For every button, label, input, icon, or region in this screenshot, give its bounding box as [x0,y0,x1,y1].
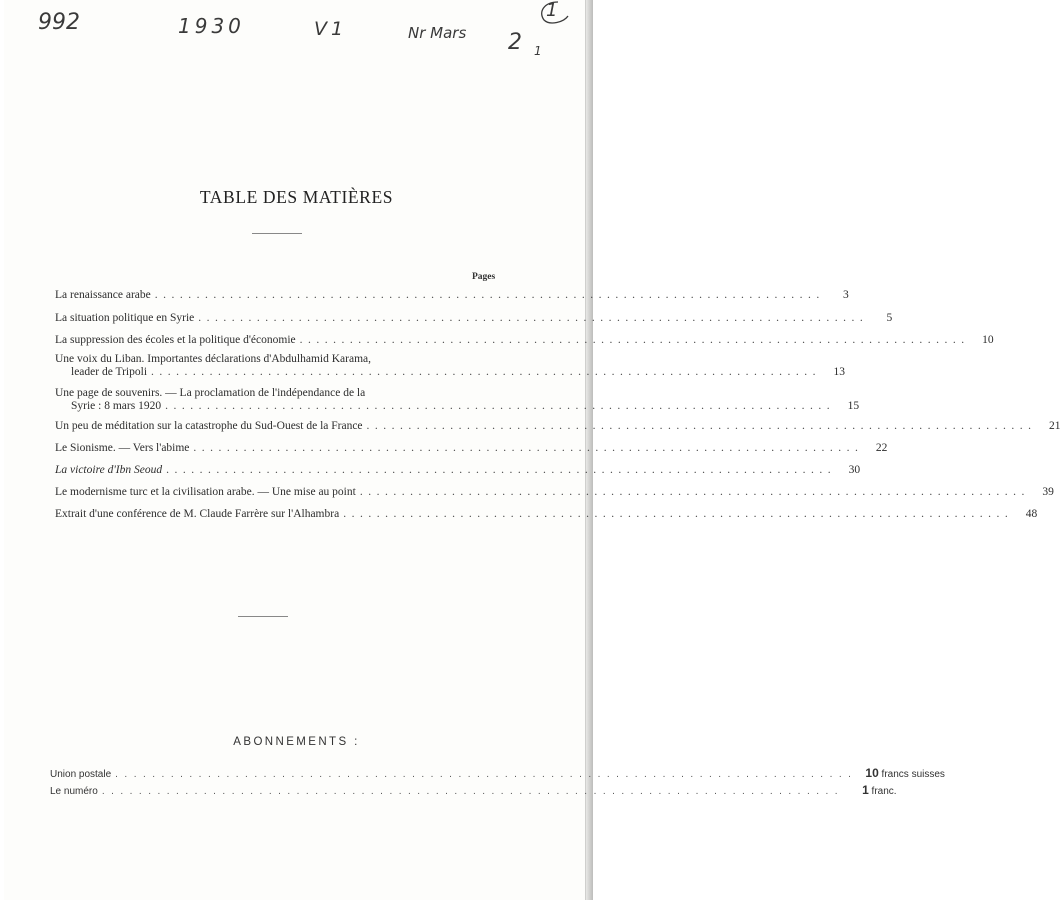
toc-entry-title: Le Sionisme. — Vers l'abime [55,442,190,454]
dot-leader: ................................................................................ [115,769,858,780]
handwritten-note-2: 1930 [178,14,245,38]
subscription-row [50,766,945,780]
toc-entry [55,334,994,347]
toc-entry-title: Une voix du Liban. Importantes déclarations d'Abdulhamid Karama, [55,353,371,365]
handwritten-note-7: 1 [546,0,558,21]
subscription-unit: francs suisses [878,769,945,780]
abonnements-title: ABONNEMENTS : [233,736,360,748]
section-divider [238,616,288,617]
dot-leader: ................................................................................ [166,464,837,476]
toc-entry [55,353,846,379]
toc-entry-page: 21 [1049,420,1061,432]
dot-leader: ................................................................................ [359,486,1030,498]
handwritten-note-4: Nr Mars [408,24,467,42]
toc-entry-page: 5 [886,312,893,324]
dot-leader: ................................................................................ [193,442,864,454]
toc-entry-page: 10 [982,334,994,346]
dot-leader: ................................................................................ [154,289,825,301]
page-title: TABLE DES MATIÈRES [199,187,394,207]
subscription-label: Union postale [50,769,112,780]
title-ornament [252,233,302,234]
toc-entry-title: Le modernisme turc et la civilisation arabe. — Une mise au point [55,486,356,498]
dot-leader: ................................................................................ [343,508,1014,520]
dot-leader: ................................................................................ [299,334,970,346]
handwritten-circle-mark [536,0,572,26]
subscription-row [50,783,897,797]
toc-entry-title: La suppression des écoles et la politique d'économie [55,334,296,346]
toc-entry [55,312,893,325]
toc-entry [55,289,849,302]
toc-entry [55,420,1061,433]
handwritten-note-5: 2 [508,30,522,55]
toc-entry-page: 13 [833,366,846,378]
toc-entry-page: 39 [1042,486,1054,498]
handwritten-note-1: 992 [38,10,80,35]
toc-entry-title: Une page de souvenirs. — La proclamation de l'indépendance de la [55,387,366,399]
toc-entry-page: 15 [847,400,860,412]
subscription-price [865,766,969,780]
dot-leader: ................................................................................ [151,366,822,378]
dot-leader: ................................................................................ [198,312,869,324]
subscription-label: Le numéro [50,786,98,797]
toc-entry-title: Syrie : 8 mars 1920 [71,400,162,412]
toc-entry [55,508,1038,521]
toc-entry-page: 48 [1025,508,1038,520]
toc-entry-title: La renaissance arabe [55,289,151,301]
subscription-price [852,783,956,797]
dot-leader: ................................................................................ [101,786,845,797]
subscription-unit: franc. [868,786,897,797]
pages-column-label: Pages [472,272,496,282]
toc-entry-title: leader de Tripoli [71,366,148,378]
subscription-amount: 10 [865,766,879,780]
toc-entry-title: Un peu de méditation sur la catastrophe du Sud-Ouest de la France [55,420,363,432]
toc-entry-page: 22 [875,442,888,454]
handwritten-note-6: 1 [534,44,542,58]
toc-entry-title: La situation politique en Syrie [55,312,195,324]
handwritten-note-3: V1 [314,18,348,40]
toc-entry-title: La victoire d'Ibn Seoud [55,464,163,476]
toc-entry [55,442,888,455]
dot-leader: ................................................................................ [165,400,836,412]
dot-leader: ................................................................................ [366,420,1037,432]
toc-entry-title: Extrait d'une conférence de M. Claude Farrère sur l'Alhambra [55,508,340,520]
subscription-amount: 1 [862,783,869,797]
toc-entry [55,387,860,413]
toc-entry [55,486,1054,499]
toc-entry [55,464,861,477]
toc-entry-page: 30 [848,464,861,476]
toc-entry-page: 3 [843,289,849,301]
